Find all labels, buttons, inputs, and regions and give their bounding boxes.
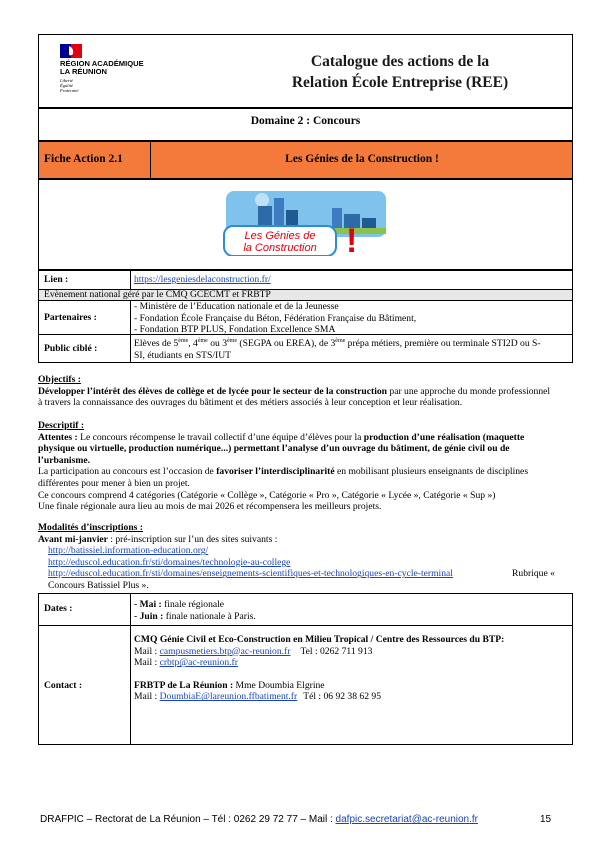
partner-item: - Fondation École Française du Béton, Fédération Française du Bâtiment, <box>134 312 417 324</box>
footer <box>40 814 478 825</box>
logo-line2: LA RÉUNION <box>60 67 107 76</box>
motto-3: Fraternité <box>60 88 79 93</box>
mail-crbtp[interactable]: crbtp@ac-reunion.fr <box>159 657 238 669</box>
link-eduscol-college[interactable]: http://eduscol.education.fr/sti/domaines/technologie-au-college <box>48 556 291 568</box>
motto-1: Liberté <box>60 78 73 83</box>
modalites-section: Modalités d’inscriptions : Avant mi-janvier : pré-inscription sur l’un des sites suivants : http://batissiel.information-education.org/ http://eduscol.education.fr/sti/domaines/technologie-au-college http://eduscol.education.fr/sti/domaines/enseignements-scientifiques-et-technologiques-en-cycle-terminal Rubrique « Concours Batissiel Plus ». <box>38 522 573 592</box>
fiche-label: Fiche Action 2.1 <box>44 153 123 165</box>
partners-label: Partenaires : <box>44 312 97 323</box>
dc-row-line <box>38 625 573 626</box>
lien-link[interactable]: https://lesgeniesdelaconstruction.fr/ <box>134 274 271 285</box>
info-col-divider-2 <box>130 300 131 363</box>
descriptif-section: Descriptif : Attentes : Le concours récompense le travail collectif d’une équipe d’élèves pour la production d’une réalisation (maquette physique ou virtuelle, production numérique...) permettant l’analyse d’un ouvrage du bâtiment, de génie civil ou de l’urbanisme. La participation au concours est l’occasion de favoriser l’interdisciplinarité en mobilisant plusieurs enseignants de disciplines différentes pour mener à bien un projet. Ce concours comprend 4 catégories (Catégorie « Collège », Catégorie « Pro », Catégorie « Lycée », Catégorie « Sup ») Une finale régionale aura lieu au mois de mai 2026 et récompensera les meilleurs projets. <box>38 420 573 513</box>
lien-label: Lien : <box>44 274 69 285</box>
footer-text: DRAFPIC – Rectorat de La Réunion – Tél : 0262 29 72 77 – Mail : <box>40 814 336 825</box>
partner-item: - Fondation BTP PLUS, Fondation Excellence SMA <box>134 324 336 336</box>
banner-exclaim: ! <box>346 222 358 256</box>
catalogue-title <box>260 51 540 93</box>
title-line2: Relation École Entreprise (REE) <box>291 74 509 91</box>
public-value: Elèves de 5ème, 4ème ou 3ème (SEGPA ou EREA), de 3ème prépa métiers, première ou terminale STI2D ou S- SI, étudiants en STS/IUT <box>134 338 541 361</box>
public-label: Public ciblé : <box>44 343 98 354</box>
logo-block <box>60 44 160 104</box>
contact-label: Contact : <box>44 680 83 691</box>
objectifs-heading: Objectifs : <box>38 374 81 385</box>
fiche-title: Les Génies de la Construction ! <box>285 153 439 165</box>
dates-label: Dates : <box>44 603 73 614</box>
logo-line1: RÉGION ACADÉMIQUE <box>60 59 144 68</box>
marianne-icon <box>60 44 82 58</box>
event-note: Evènement national géré par le CMQ GCECMT et FRBTP <box>44 289 271 300</box>
mail-doumbia[interactable]: DoumbiaE@lareunion.ffbatiment.fr <box>159 691 298 703</box>
descriptif-heading: Descriptif : <box>38 420 85 431</box>
banner-image <box>222 188 388 256</box>
dates-values: - Mai : finale régionale - Juin : finale nationale à Paris. <box>134 599 256 622</box>
title-line1: Catalogue des actions de la <box>310 53 490 70</box>
motto-2: Égalité <box>60 83 73 88</box>
info-col-divider-1 <box>130 270 131 289</box>
partners-list <box>134 301 416 336</box>
page-number: 15 <box>540 814 552 825</box>
footer-email[interactable]: dafpic.secretariat@ac-reunion.fr <box>335 814 478 825</box>
banner-text-1: Les Génies de <box>244 230 316 242</box>
banner-text-2: la Construction <box>243 242 317 254</box>
link-eduscol-terminal[interactable]: http://eduscol.education.fr/sti/domaines/enseignements-scientifiques-et-technologiques-en-cycle-terminal <box>48 568 453 580</box>
dc-col-divider <box>130 593 131 745</box>
domain-title: Domaine 2 : Concours <box>250 115 361 127</box>
partner-item: - Ministère de l’Education nationale et de la Jeunesse <box>134 301 339 312</box>
link-batissiel[interactable]: http://batissiel.information-education.org/ <box>48 545 209 557</box>
contact-values: CMQ Génie Civil et Eco-Construction en Milieu Tropical / Centre des Ressources du BTP: Mail : campusmetiers.btp@ac-reunion.fr Tel : 0262 711 913 Mail : crbtp@ac-reunion.fr FRBTP de La Réunion : Mme Doumbia Elgrine Mail : DoumbiaE@lareunion.ffbatiment.fr Tél : 06 92 38 62 95 <box>134 634 505 703</box>
objectifs-section: Objectifs : Développer l’intérêt des élèves de collège et de lycée pour le secteur de la construction par une approche du monde professionnel à travers la connaissance des ouvrages du bâtiment et des métiers associés à leur conception et leur réalisation. <box>38 374 573 409</box>
mail-campusmetiers[interactable]: campusmetiers.btp@ac-reunion.fr <box>159 645 291 657</box>
modalites-heading: Modalités d’inscriptions : <box>38 522 144 533</box>
